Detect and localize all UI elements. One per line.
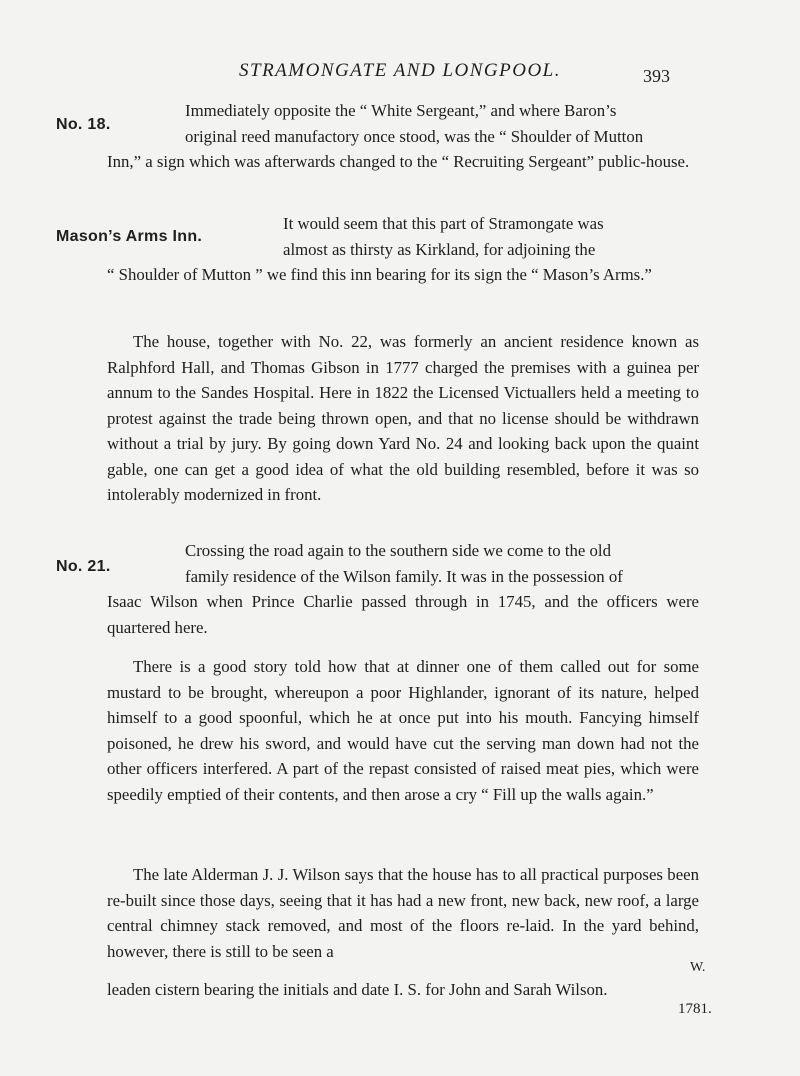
no21-line-1: Crossing the road again to the southern side we come to the old [185,541,611,560]
side-label-no-21: No. 21. [56,558,111,575]
no21-line-2: family residence of the Wilson family. It was in the possession of [185,567,623,586]
cistern-date: 1781. [678,1001,712,1017]
no18-line-1: Immediately opposite the “ White Sergeant,” and where Baron’s [185,101,617,120]
masons-line-2: almost as thirsty as Kirkland, for adjoining the [283,240,596,259]
side-label-masons-arms: Mason’s Arms Inn. [56,228,203,245]
no21-paragraph-rest: Isaac Wilson when Prince Charlie passed through in 1745, and the officers were quartered here. [107,592,699,637]
running-title: STRAMONGATE AND LONGPOOL. [239,60,561,81]
masons-line-1: It would seem that this part of Stramongate was [283,214,604,233]
alderman-last-line: leaden cistern bearing the initials and date I. S. for John and Sarah Wilson. [107,980,608,999]
initial-above: W. [690,960,706,975]
alderman-paragraph: The late Alderman J. J. Wilson says that the house has to all practical purposes been re-built since those days, seeing that it has had a new front, new back, new roof, a large central chimney stack removed, and most of the floors re-laid. In the yard behind, however, there is still to be seen a [107,865,699,961]
mustard-story-paragraph: There is a good story told how that at dinner one of them called out for some mustard to be brought, whereupon a poor Highlander, ignorant of its nature, helped himself to a good spoonful, which he at once put into his mouth. Fancying himself poisoned, he drew his sword, and would have cut the serving man down had not the other officers interfered. A part of the repast consisted of raised meat pies, which were speedily emptied of their contents, and then arose a cry “ Fill up the walls again.” [107,657,699,804]
no18-paragraph-rest: Inn,” a sign which was afterwards changed to the “ Recruiting Sergeant” public-house. [107,152,690,171]
page-number: 393 [643,66,670,86]
masons-paragraph-rest: “ Shoulder of Mutton ” we find this inn bearing for its sign the “ Mason’s Arms.” [107,265,652,284]
ralphford-paragraph: The house, together with No. 22, was formerly an ancient residence known as Ralphford Hall, and Thomas Gibson in 1777 charged the premises with a guinea per annum to the Sandes Hospital. Here in 1822 the Licensed Victuallers held a meeting to protest against the trade being thrown open, and that no license should be withdrawn without a trial by jury. By going down Yard No. 24 and looking back upon the quaint gable, one can get a good idea of what the old building resembled, before it was so intolerably modernized in front. [107,332,699,504]
no18-line-2: original reed manufactory once stood, was the “ Shoulder of Mutton [185,127,644,146]
side-label-no-18: No. 18. [56,116,111,133]
